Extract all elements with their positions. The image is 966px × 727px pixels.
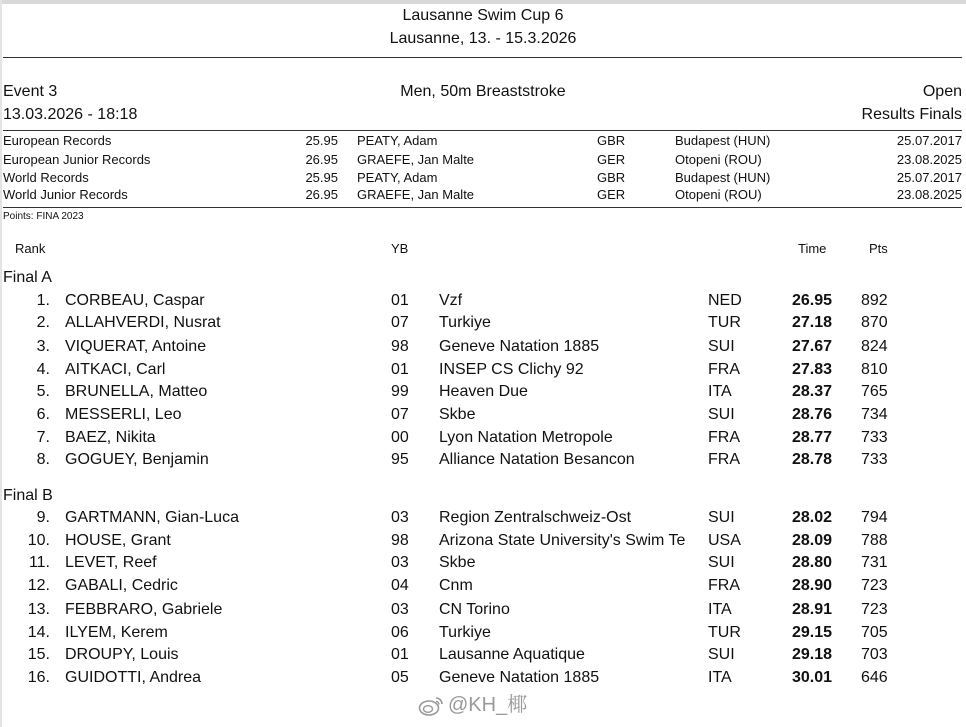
result-club: Region Zentralschweiz-Ost <box>439 509 632 526</box>
record-nation: GER <box>597 152 626 167</box>
result-time: 26.95 <box>791 292 832 309</box>
result-rank: 2. <box>36 314 50 331</box>
result-points: 733 <box>861 451 888 468</box>
result-yb: 07 <box>391 314 409 331</box>
result-time: 28.09 <box>791 532 832 549</box>
record-holder: PEATY, Adam <box>357 170 438 185</box>
result-time: 29.18 <box>791 646 832 663</box>
result-yb: 99 <box>391 383 409 400</box>
result-club: Lyon Natation Metropole <box>439 429 613 446</box>
event-divider <box>3 130 962 131</box>
result-rank: 4. <box>36 361 50 378</box>
result-yb: 07 <box>391 406 409 423</box>
result-rank: 15. <box>27 646 50 663</box>
result-name: LEVET, Reef <box>65 554 157 571</box>
result-name: MESSERLI, Leo <box>65 406 182 423</box>
result-points: 870 <box>861 314 888 331</box>
result-yb: 03 <box>391 509 409 526</box>
result-club: Skbe <box>439 406 476 423</box>
result-name: ILYEM, Kerem <box>65 624 168 641</box>
result-yb: 01 <box>391 646 409 663</box>
result-yb: 06 <box>391 624 409 641</box>
result-rank: 16. <box>27 669 50 686</box>
col-header-pts: Pts <box>869 241 888 256</box>
result-name: GUIDOTTI, Andrea <box>65 669 202 686</box>
result-rank: 7. <box>36 429 50 446</box>
record-date: 23.08.2025 <box>896 187 962 202</box>
record-time: 25.95 <box>305 170 338 185</box>
result-name: GABALI, Cedric <box>65 577 178 594</box>
result-club: Arizona State University's Swim Te <box>439 532 686 549</box>
record-holder: GRAEFE, Jan Malte <box>357 187 475 202</box>
result-club: Turkiye <box>439 624 491 641</box>
meet-location-dates: Lausanne, 13. - 15.3.2026 <box>389 30 577 47</box>
event-name: Men, 50m Breaststroke <box>400 83 566 100</box>
result-time: 28.76 <box>791 406 832 423</box>
record-holder: PEATY, Adam <box>357 133 438 148</box>
result-yb: 98 <box>391 338 409 355</box>
record-label: European Records <box>3 133 112 148</box>
result-points: 810 <box>861 361 888 378</box>
result-club: Geneve Natation 1885 <box>439 338 600 355</box>
result-yb: 00 <box>391 429 409 446</box>
result-name: CORBEAU, Caspar <box>65 292 205 309</box>
result-name: AITKACI, Carl <box>65 361 166 378</box>
result-rank: 9. <box>36 509 50 526</box>
result-points: 788 <box>861 532 888 549</box>
record-place: Otopeni (ROU) <box>675 187 762 202</box>
record-label: World Records <box>3 170 89 185</box>
final-label: Final B <box>3 487 53 504</box>
result-name: VIQUERAT, Antoine <box>65 338 207 355</box>
result-yb: 05 <box>391 669 409 686</box>
result-nation: FRA <box>708 577 740 594</box>
result-points: 734 <box>861 406 888 423</box>
event-category: Open <box>922 83 962 100</box>
result-rank: 14. <box>27 624 50 641</box>
result-rank: 5. <box>36 383 50 400</box>
result-rank: 8. <box>36 451 50 468</box>
result-points: 794 <box>861 509 888 526</box>
result-nation: ITA <box>708 601 732 618</box>
record-time: 26.95 <box>305 187 338 202</box>
result-rank: 12. <box>27 577 50 594</box>
result-time: 28.77 <box>791 429 832 446</box>
result-nation: FRA <box>708 451 740 468</box>
result-name: FEBBRARO, Gabriele <box>65 601 223 618</box>
event-number: Event 3 <box>3 83 58 100</box>
result-nation: TUR <box>708 314 741 331</box>
result-points: 733 <box>861 429 888 446</box>
result-club: Lausanne Aquatique <box>439 646 585 663</box>
result-time: 28.78 <box>791 451 832 468</box>
result-points: 646 <box>861 669 888 686</box>
result-nation: ITA <box>708 383 732 400</box>
result-rank: 1. <box>36 292 50 309</box>
result-points: 705 <box>861 624 888 641</box>
result-nation: SUI <box>708 338 735 355</box>
event-result-type: Results Finals <box>861 106 962 123</box>
result-name: GARTMANN, Gian-Luca <box>65 509 239 526</box>
result-yb: 95 <box>391 451 409 468</box>
record-nation: GBR <box>597 170 626 185</box>
result-club: Vzf <box>439 292 463 309</box>
result-time: 27.83 <box>791 361 832 378</box>
result-rank: 6. <box>36 406 50 423</box>
record-place: Otopeni (ROU) <box>675 152 762 167</box>
result-nation: USA <box>708 532 741 549</box>
result-nation: SUI <box>708 406 735 423</box>
record-label: European Junior Records <box>3 152 151 167</box>
result-name: HOUSE, Grant <box>65 532 171 549</box>
result-club: Geneve Natation 1885 <box>439 669 600 686</box>
result-points: 723 <box>861 577 888 594</box>
result-time: 27.18 <box>791 314 832 331</box>
record-time: 25.95 <box>305 133 338 148</box>
result-name: GOGUEY, Benjamin <box>65 451 209 468</box>
result-club: Alliance Natation Besancon <box>439 451 635 468</box>
result-nation: NED <box>708 292 742 309</box>
records-divider <box>3 207 962 208</box>
result-points: 723 <box>861 601 888 618</box>
result-time: 28.80 <box>791 554 832 571</box>
result-club: INSEP CS Clichy 92 <box>439 361 584 378</box>
result-points: 765 <box>861 383 888 400</box>
result-club: Cnm <box>439 577 473 594</box>
col-header-rank: Rank <box>15 241 46 256</box>
result-nation: SUI <box>708 509 735 526</box>
record-date: 25.07.2017 <box>896 133 962 148</box>
result-yb: 01 <box>391 292 409 309</box>
result-rank: 13. <box>27 601 50 618</box>
result-time: 28.91 <box>791 601 832 618</box>
record-date: 25.07.2017 <box>896 170 962 185</box>
final-label: Final A <box>3 269 52 286</box>
result-time: 27.67 <box>791 338 832 355</box>
result-time: 28.90 <box>791 577 832 594</box>
result-yb: 98 <box>391 532 409 549</box>
page-frame-left <box>0 0 2 727</box>
result-time: 28.02 <box>791 509 832 526</box>
record-nation: GER <box>597 187 626 202</box>
result-rank: 10. <box>27 532 50 549</box>
record-label: World Junior Records <box>3 187 128 202</box>
meet-title: Lausanne Swim Cup 6 <box>402 7 564 24</box>
result-nation: FRA <box>708 361 740 378</box>
event-datetime: 13.03.2026 - 18:18 <box>3 106 138 123</box>
col-header-time: Time <box>798 241 827 256</box>
result-points: 731 <box>861 554 888 571</box>
result-rank: 11. <box>28 554 50 571</box>
result-yb: 03 <box>391 601 409 618</box>
result-nation: TUR <box>708 624 741 641</box>
result-yb: 01 <box>391 361 409 378</box>
watermark-text: @KH_椰 <box>448 694 528 716</box>
result-club: Heaven Due <box>439 383 528 400</box>
result-name: ALLAHVERDI, Nusrat <box>65 314 221 331</box>
header-divider <box>3 57 962 58</box>
result-time: 30.01 <box>791 669 832 686</box>
result-rank: 3. <box>36 338 50 355</box>
record-date: 23.08.2025 <box>896 152 962 167</box>
page-frame-top <box>0 0 966 4</box>
result-club: CN Torino <box>439 601 510 618</box>
record-place: Budapest (HUN) <box>675 133 771 148</box>
result-club: Turkiye <box>439 314 491 331</box>
points-note: Points: FINA 2023 <box>3 211 84 222</box>
record-time: 26.95 <box>305 152 338 167</box>
result-points: 824 <box>861 338 888 355</box>
result-nation: ITA <box>708 669 732 686</box>
result-time: 28.37 <box>791 383 832 400</box>
result-time: 29.15 <box>791 624 832 641</box>
result-name: BRUNELLA, Matteo <box>65 383 208 400</box>
record-holder: GRAEFE, Jan Malte <box>357 152 475 167</box>
col-header-yb: YB <box>391 241 409 256</box>
result-yb: 03 <box>391 554 409 571</box>
record-nation: GBR <box>597 133 626 148</box>
result-club: Skbe <box>439 554 476 571</box>
result-points: 892 <box>861 292 888 309</box>
result-nation: SUI <box>708 646 735 663</box>
result-nation: SUI <box>708 554 735 571</box>
weibo-icon <box>418 695 444 717</box>
result-name: DROUPY, Louis <box>65 646 179 663</box>
watermark <box>418 688 527 717</box>
result-nation: FRA <box>708 429 740 446</box>
record-place: Budapest (HUN) <box>675 170 771 185</box>
result-yb: 04 <box>391 577 409 594</box>
result-name: BAEZ, Nikita <box>65 429 156 446</box>
result-points: 703 <box>861 646 888 663</box>
